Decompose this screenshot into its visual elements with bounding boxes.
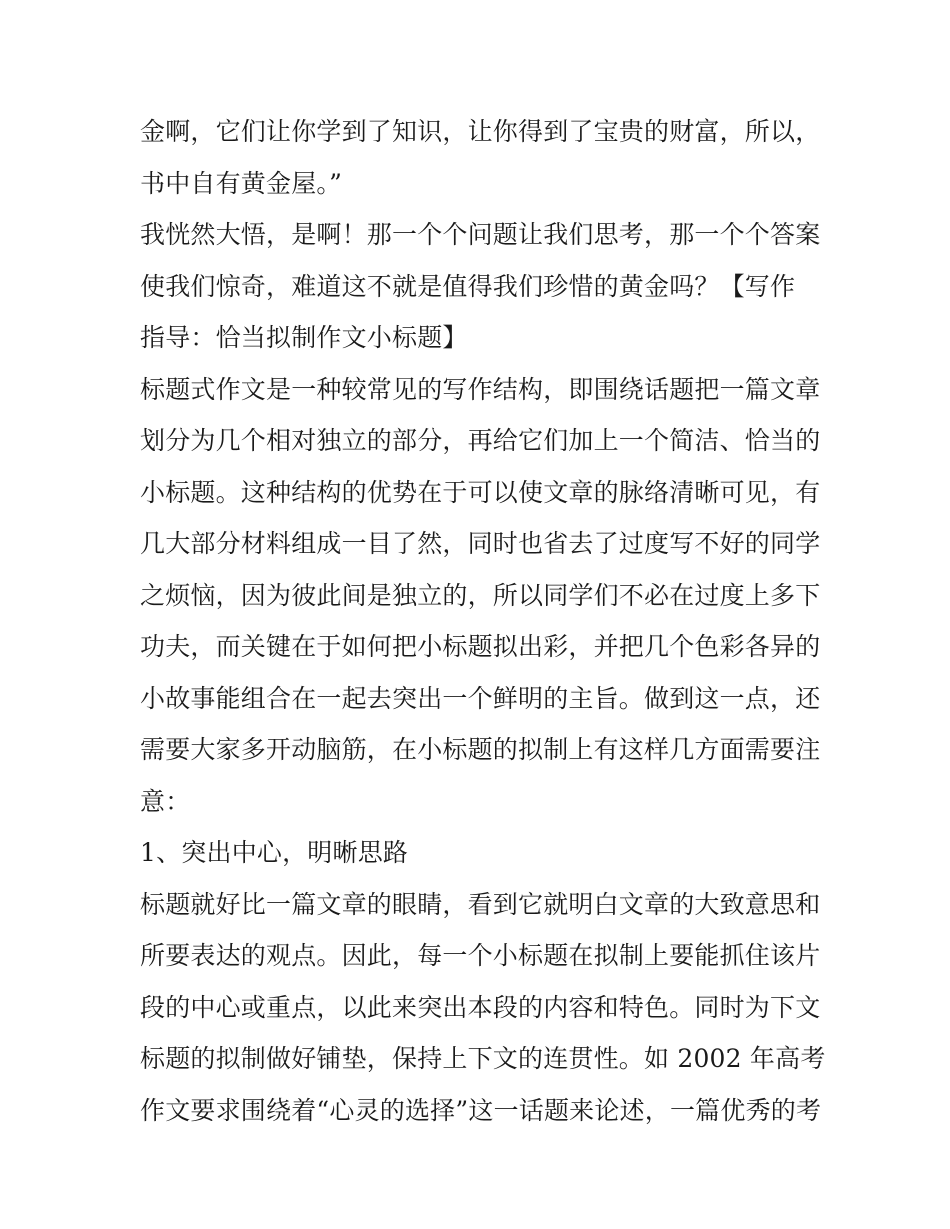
text-line: 金啊，它们让你学到了知识，让你得到了宝贵的财富，所以， xyxy=(140,117,821,146)
text-line: 标题式作文是一种较常见的写作结构，即围绕话题把一篇文章 xyxy=(140,374,821,404)
text-line: 需要大家多开动脑筋，在小标题的拟制上有这样几方面需要注 xyxy=(140,735,821,764)
text-line: 标题的拟制做好铺垫，保持上下文的连贯性。如 2002 年高考 xyxy=(140,1044,826,1073)
text-line: 几大部分材料组成一目了然，同时也省去了过度写不好的同学 xyxy=(140,529,821,558)
text-line: 标题就好比一篇文章的眼睛，看到它就明白文章的大致意思和 xyxy=(140,889,821,919)
text-line: 之烦恼，因为彼此间是独立的，所以同学们不必在过度上多下 xyxy=(140,580,821,610)
text-line: 作文要求围绕着“心灵的选择”这一话题来论述，一篇优秀的考 xyxy=(140,1095,822,1125)
body-text xyxy=(140,106,826,1136)
text-line: 小标题。这种结构的优势在于可以使文章的脉络清晰可见，有 xyxy=(140,477,821,507)
text-line: 划分为几个相对独立的部分，再给它们加上一个简洁、恰当的 xyxy=(140,426,821,455)
text-line: 意： xyxy=(140,786,191,816)
text-line: 所要表达的观点。因此，每一个小标题在拟制上要能抓住该片 xyxy=(140,941,821,970)
section-heading: 1、突出中心，明晰思路 xyxy=(140,838,409,867)
text-line: 我恍然大悟，是啊！那一个个问题让我们思考，那一个个答案 xyxy=(140,220,821,249)
text-line: 书中自有黄金屋。” xyxy=(140,168,343,198)
text-line: 功夫，而关键在于如何把小标题拟出彩，并把几个色彩各异的 xyxy=(140,632,821,661)
text-line: 指导：恰当拟制作文小标题】 xyxy=(140,323,468,352)
text-line: 小故事能组合在一起去突出一个鲜明的主旨。做到这一点，还 xyxy=(140,683,821,713)
text-line: 使我们惊奇，难道这不就是值得我们珍惜的黄金吗？【写作 xyxy=(140,271,796,301)
text-line: 段的中心或重点，以此来突出本段的内容和特色。同时为下文 xyxy=(140,992,821,1022)
